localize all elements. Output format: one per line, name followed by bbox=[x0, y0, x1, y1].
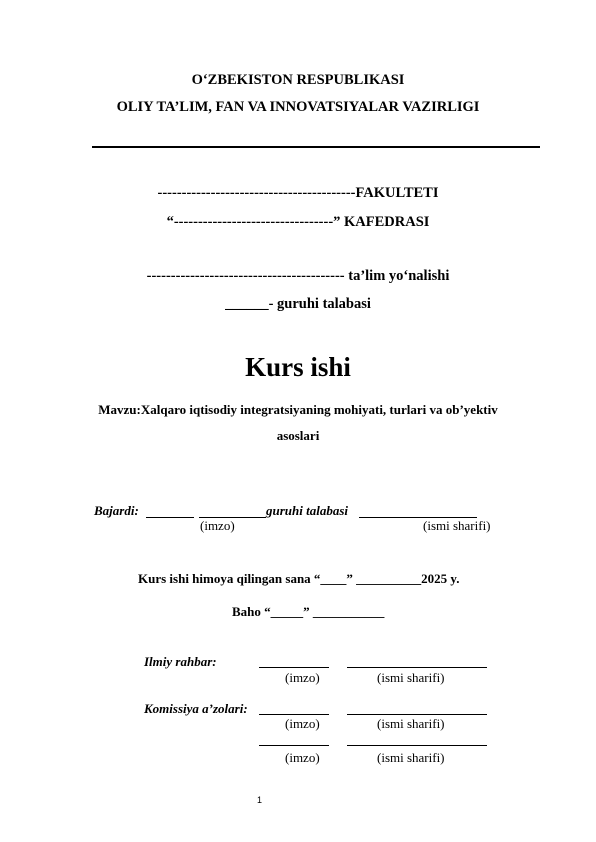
document-title: Kurs ishi bbox=[245, 352, 351, 382]
performer-name-caption: (ismi sharifi) bbox=[423, 518, 491, 533]
commission-name-line-1 bbox=[347, 714, 487, 715]
supervisor-name-caption: (ismi sharifi) bbox=[377, 670, 445, 685]
performer-blank-1 bbox=[146, 517, 194, 518]
performer-signature-caption: (imzo) bbox=[200, 518, 235, 533]
department-line: “---------------------------------” KAFEDRASI bbox=[166, 214, 430, 230]
performer-label: Bajardi: bbox=[94, 503, 139, 518]
header-divider bbox=[92, 146, 540, 148]
ministry-title: OLIY TA’LIM, FAN VA INNOVATSIYALAR VAZIRLIGI bbox=[116, 99, 480, 115]
grade-line: Baho “_____” ___________ bbox=[232, 604, 385, 619]
commission-label: Komissiya a’zolari: bbox=[144, 701, 248, 716]
commission-signature-line-1 bbox=[259, 714, 329, 715]
commission-name-caption-2: (ismi sharifi) bbox=[377, 750, 445, 765]
faculty-line: -----------------------------------------FAKULTETI bbox=[157, 185, 439, 201]
direction-line: ----------------------------------------- ta’lim yo‘nalishi bbox=[146, 268, 450, 284]
defense-date-line: Kurs ishi himoya qilingan sana “____” __________2025 y. bbox=[138, 571, 460, 586]
performer-group-label: guruhi talabasi bbox=[266, 503, 349, 518]
commission-signature-line-2 bbox=[259, 745, 329, 746]
topic-line-2: asoslari bbox=[276, 428, 320, 443]
supervisor-signature-caption: (imzo) bbox=[285, 670, 320, 685]
supervisor-name-line bbox=[347, 667, 487, 668]
commission-signature-caption-2: (imzo) bbox=[285, 750, 320, 765]
commission-signature-caption-1: (imzo) bbox=[285, 716, 320, 731]
supervisor-signature-line bbox=[259, 667, 329, 668]
supervisor-label: Ilmiy rahbar: bbox=[144, 654, 217, 669]
country-title: O‘ZBEKISTON RESPUBLIKASI bbox=[191, 72, 405, 88]
topic-line-1: Mavzu:Xalqaro iqtisodiy integratsiyaning mohiyati, turlari va ob’yektiv bbox=[98, 402, 498, 417]
commission-name-caption-1: (ismi sharifi) bbox=[377, 716, 445, 731]
page-number: 1 bbox=[257, 795, 263, 805]
group-line: ______- guruhi talabasi bbox=[225, 296, 371, 312]
commission-name-line-2 bbox=[347, 745, 487, 746]
